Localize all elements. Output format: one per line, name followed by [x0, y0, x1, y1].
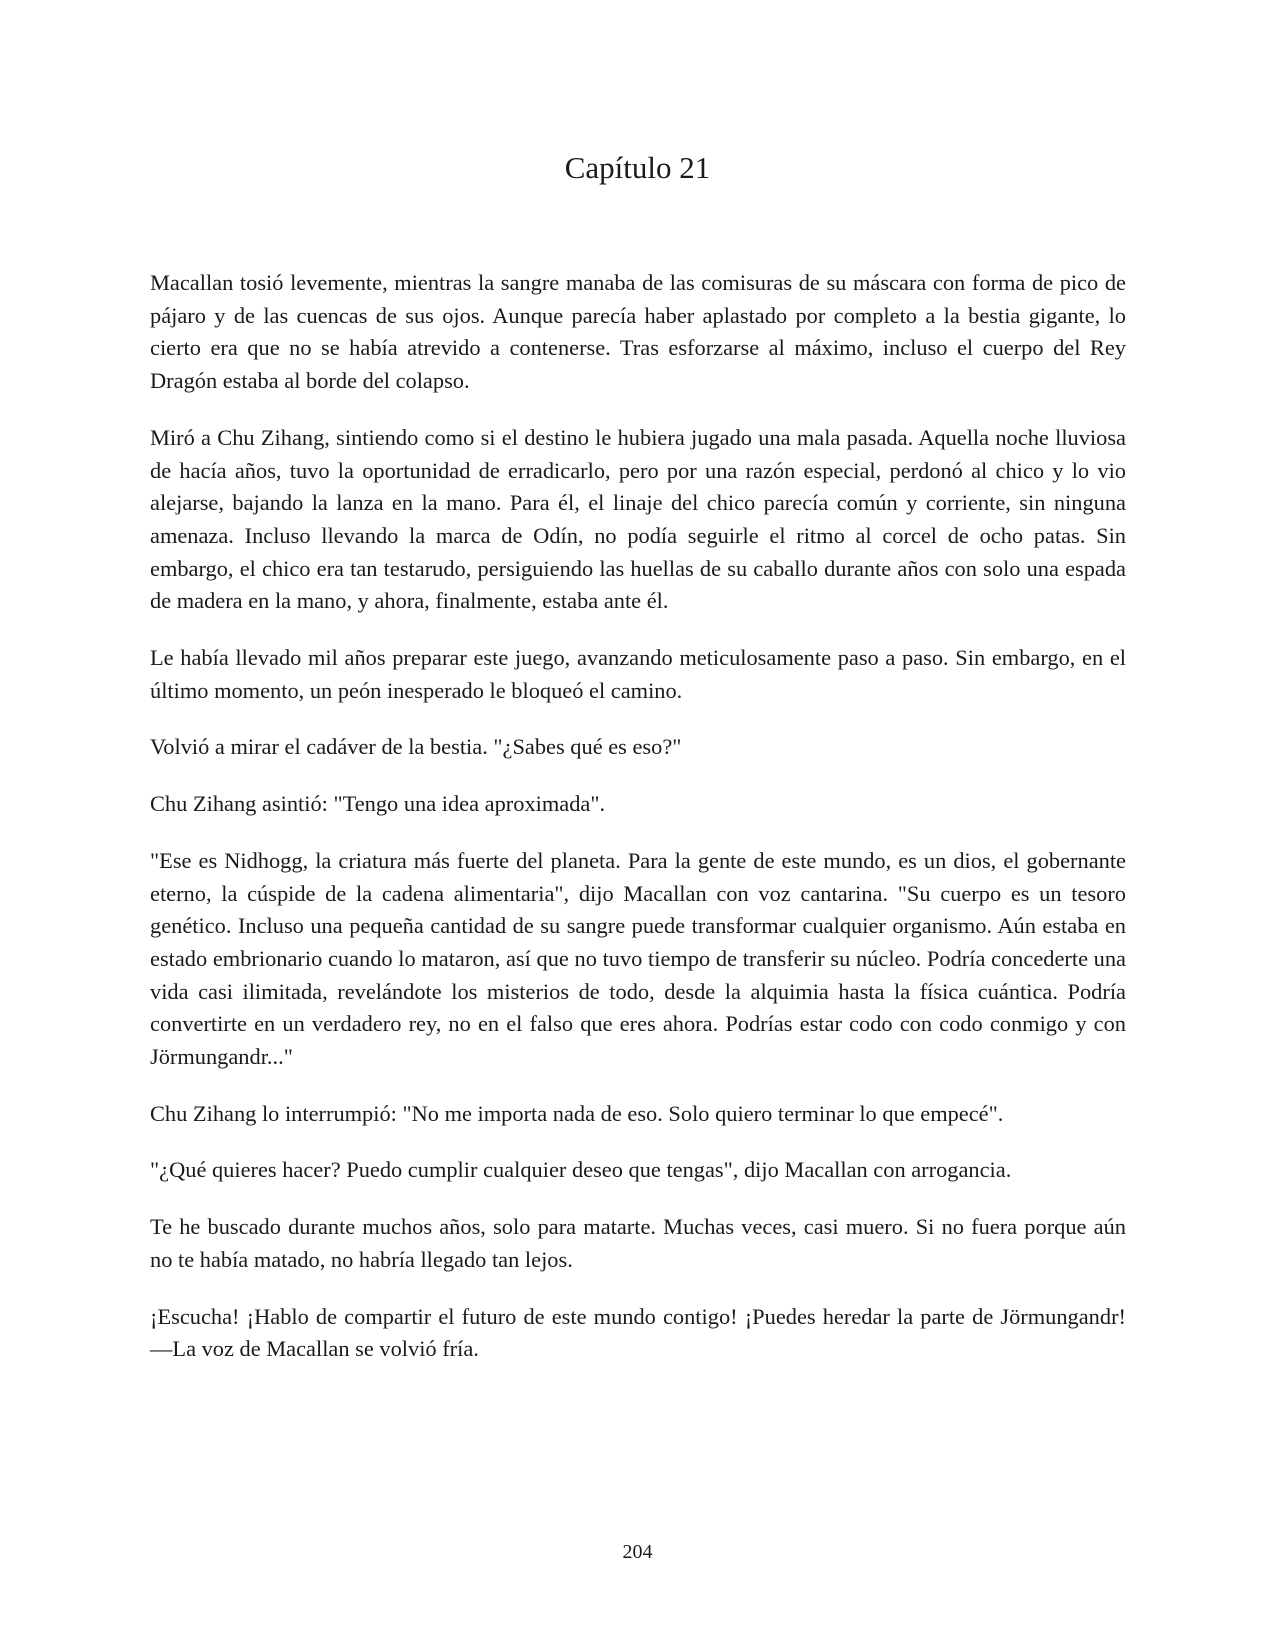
- paragraph: Macallan tosió levemente, mientras la sangre manaba de las comisuras de su máscara con forma de pico de pájaro y de las cuencas de sus ojos. Aunque parecía haber aplastado por completo a la bestia gigante, lo cierto era que no se había atrevido a contenerse. Tras esforzarse al máximo, incluso el cuerpo del Rey Dragón estaba al borde del colapso.: [150, 270, 1126, 394]
- paragraph: ¡Escucha! ¡Hablo de compartir el futuro de este mundo contigo! ¡Puedes heredar la parte de Jörmungandr! —La voz de Macallan se volvió fría.: [150, 1303, 1126, 1362]
- paragraph: "Ese es Nidhogg, la criatura más fuerte del planeta. Para la gente de este mundo, es un dios, el gobernante eterno, la cúspide de la cadena alimentaria", dijo Macallan con voz cantarina. "Su cuerpo es un tesoro genético. Incluso una pequeña cantidad de su sangre puede transformar cualquier organismo. Aún estaba en estado embrionario cuando lo mataron, así que no tuvo tiempo de transferir su núcleo. Podría concederte una vida casi ilimitada, revelándote los misterios de todo, desde la alquimia hasta la física cuántica. Podría convertirte en un verdadero rey, no en el falso que eres ahora. Podrías estar codo con codo conmigo y con Jörmungandr...": [150, 847, 1126, 1070]
- paragraph: Chu Zihang lo interrumpió: "No me importa nada de eso. Solo quiero terminar lo que empecé".: [150, 1100, 1004, 1126]
- paragraph: Volvió a mirar el cadáver de la bestia. "¿Sabes qué es eso?": [150, 734, 682, 760]
- paragraph: Miró a Chu Zihang, sintiendo como si el destino le hubiera jugado una mala pasada. Aquella noche lluviosa de hacía años, tuvo la oportunidad de erradicarlo, pero por una razón especial, perdonó al chico y lo vio alejarse, bajando la lanza en la mano. Para él, el linaje del chico parecía común y corriente, sin ninguna amenaza. Incluso llevando la marca de Odín, no podía seguirle el ritmo al corcel de ocho patas. Sin embargo, el chico era tan testarudo, persiguiendo las huellas de su caballo durante años con solo una espada de madera en la mano, y ahora, finalmente, estaba ante él.: [150, 424, 1126, 614]
- paragraph: "¿Qué quieres hacer? Puedo cumplir cualquier deseo que tengas", dijo Macallan con arrogancia.: [150, 1157, 1012, 1183]
- paragraph: Le había llevado mil años preparar este juego, avanzando meticulosamente paso a paso. Sin embargo, en el último momento, un peón inesperado le bloqueó el camino.: [150, 645, 1126, 703]
- paragraph: Chu Zihang asintió: "Tengo una idea aproximada".: [150, 791, 606, 817]
- paragraph: Te he buscado durante muchos años, solo para matarte. Muchas veces, casi muero. Si no fuera porque aún no te había matado, no habría llegado tan lejos.: [150, 1214, 1126, 1272]
- chapter-body: [150, 267, 1126, 1390]
- page-number: 204: [622, 1541, 653, 1563]
- chapter-title: Capítulo 21: [564, 150, 711, 185]
